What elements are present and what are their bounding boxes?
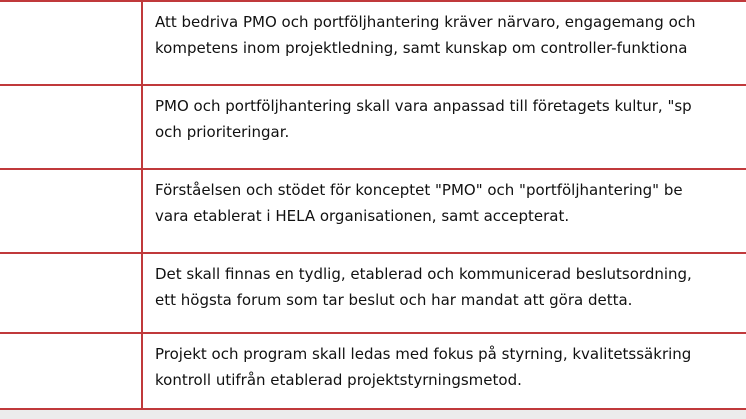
criterion-name-cell — [0, 86, 143, 168]
description-line: kontroll utifrån etablerad projektstyrningsmetod. — [155, 371, 522, 389]
criterion-description-cell — [155, 2, 746, 91]
bottom-shadow-strip — [0, 410, 746, 419]
criterion-name-line — [0, 174, 141, 198]
description-line: ett högsta forum som tar beslut och har mandat att göra detta. — [155, 291, 633, 309]
description-line: Förståelsen och stödet för konceptet "PMO" och "portföljhantering" be — [155, 181, 683, 199]
description-line: vara etablerat i HELA organisationen, samt accepterat. — [155, 207, 570, 225]
description-line: Att bedriva PMO och portföljhantering kräver närvaro, engagemang och — [155, 13, 696, 31]
criterion-description-cell — [155, 334, 746, 415]
criterion-description-cell — [155, 254, 746, 339]
description-line: Projekt och program skall ledas med fokus på styrning, kvalitetssäkring — [155, 345, 692, 363]
criterion-name-line — [0, 198, 141, 222]
criterion-name-line — [0, 118, 141, 142]
description-line: kompetens inom projektledning, samt kunskap om controller-funktiona — [155, 39, 688, 57]
table-row-4 — [0, 252, 746, 332]
table-row-3 — [0, 168, 746, 252]
description-line: PMO och portföljhantering skall vara anpassad till företagets kultur, "sp — [155, 97, 692, 115]
criterion-name-line — [0, 14, 141, 38]
criterion-name-line — [0, 258, 141, 282]
description-line: Det skall finnas en tydlig, etablerad och kommunicerad beslutsordning, — [155, 265, 692, 283]
criterion-name-cell — [0, 334, 143, 408]
criterion-name-cell — [0, 254, 143, 332]
table-row-5 — [0, 332, 746, 410]
criterion-description-cell — [155, 170, 746, 259]
table-row-2 — [0, 84, 746, 168]
criterion-name-line — [0, 338, 141, 362]
description-line: och prioriteringar. — [155, 123, 290, 141]
table-row-1 — [0, 0, 746, 84]
criterion-name-line — [0, 362, 141, 386]
criterion-description-cell — [155, 86, 746, 175]
criterion-name-line — [0, 96, 141, 120]
criterion-name-cell — [0, 2, 143, 84]
criterion-name-cell — [0, 170, 143, 252]
